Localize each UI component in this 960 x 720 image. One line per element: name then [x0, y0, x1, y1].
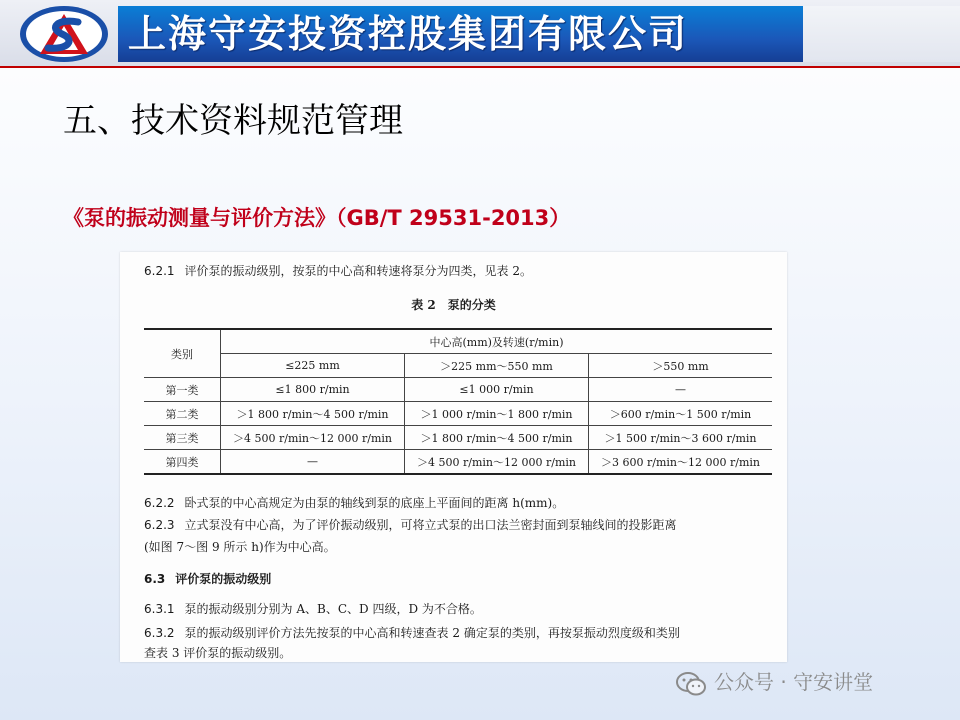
group-header-cell: 中心高(mm)及转速(r/min) — [221, 329, 773, 354]
table-row — [144, 378, 772, 402]
table-cell: ＞3 600 r/min～12 000 r/min — [589, 450, 772, 475]
table-cell: ＞4 500 r/min～12 000 r/min — [405, 450, 589, 475]
column-header: ≤225 mm — [221, 354, 405, 378]
table-cell: ＞1 500 r/min～3 600 r/min — [589, 426, 772, 450]
table-cell: ＞4 500 r/min～12 000 r/min — [221, 426, 405, 450]
clause-text: 泵的振动级别评价方法先按泵的中心高和转速查表 2 确定泵的类别，再按泵振动烈度级和类别 — [184, 626, 680, 640]
section-6-3-heading — [144, 570, 271, 587]
table-cell: ＞600 r/min～1 500 r/min — [589, 402, 772, 426]
wechat-watermark — [676, 668, 873, 696]
wechat-icon — [676, 672, 706, 696]
clause-6-2-2 — [144, 494, 564, 511]
table-cell: ≤1 000 r/min — [405, 378, 589, 402]
clause-6-3-2 — [144, 624, 680, 641]
table-cell: — — [589, 378, 772, 402]
table-cell: ＞1 000 r/min～1 800 r/min — [405, 402, 589, 426]
clause-text: 泵的振动级别分别为 A、B、C、D 四级，D 为不合格。 — [184, 602, 482, 616]
row-label: 第三类 — [144, 426, 221, 450]
table-cell: ≤1 800 r/min — [221, 378, 405, 402]
scanned-standard-page — [120, 252, 787, 662]
clause-6-3-2-continued: 查表 3 评价泵的振动级别。 — [144, 646, 292, 660]
clause-number: 6.2.3 — [144, 518, 175, 532]
table-cell: — — [221, 450, 405, 475]
clause-6-2-3-continued: (如图 7～图 9 所示 h)作为中心高。 — [144, 540, 336, 554]
table-cell: ＞1 800 r/min～4 500 r/min — [221, 402, 405, 426]
table-caption: 表 2 泵的分类 — [411, 298, 496, 312]
watermark-text: 公众号 · 守安讲堂 — [714, 670, 874, 694]
row-label: 第一类 — [144, 378, 221, 402]
row-label: 第四类 — [144, 450, 221, 475]
header-bar — [0, 0, 960, 68]
table-row — [144, 426, 772, 450]
clause-text: 立式泵没有中心高，为了评价振动级别，可将立式泵的出口法兰密封面到泵轴线间的投影距离 — [184, 518, 677, 532]
clause-number: 6.3.1 — [144, 602, 175, 616]
clause-text: 评价泵的振动级别，按泵的中心高和转速将泵分为四类，见表 2。 — [184, 264, 532, 278]
company-title: 上海守安投资控股集团有限公司 — [128, 12, 689, 56]
section-text: 评价泵的振动级别 — [175, 572, 272, 586]
column-header: ＞225 mm～550 mm — [405, 354, 589, 378]
row-header-cell: 类别 — [144, 329, 221, 378]
table-cell: ＞1 800 r/min～4 500 r/min — [405, 426, 589, 450]
clause-number: 6.2.1 — [144, 264, 175, 278]
row-label: 第二类 — [144, 402, 221, 426]
header-right-panel — [803, 6, 960, 62]
section-heading: 五、技术资料规范管理 — [63, 101, 403, 141]
clause-6-2-1 — [144, 262, 532, 279]
table-row — [144, 402, 772, 426]
clause-number: 6.2.2 — [144, 496, 175, 510]
clause-number: 6.3.2 — [144, 626, 175, 640]
column-header: ＞550 mm — [589, 354, 772, 378]
company-logo-icon — [18, 4, 110, 64]
document-title: 《泵的振动测量与评价方法》（GB/T 29531-2013） — [63, 206, 571, 230]
clause-6-3-1 — [144, 600, 482, 617]
clause-text: 卧式泵的中心高规定为由泵的轴线到泵的底座上平面间的距离 h(mm)。 — [184, 496, 565, 510]
header-divider — [0, 66, 960, 68]
clause-6-2-3 — [144, 516, 677, 533]
pump-classification-table — [144, 328, 772, 475]
table-row — [144, 450, 772, 475]
section-number: 6.3 — [144, 572, 166, 586]
